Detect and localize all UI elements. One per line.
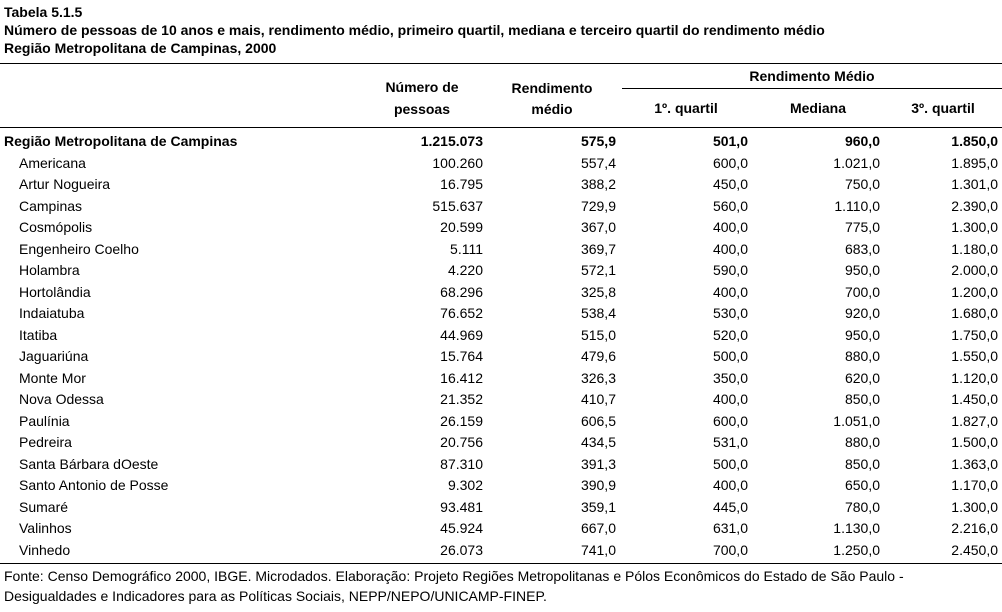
row-rendimento: 572,1 — [580, 262, 616, 278]
row-mediana: 683,0 — [844, 240, 880, 257]
row-q3: 1.895,0 — [951, 154, 998, 171]
row-mediana: 1.021,0 — [833, 154, 880, 171]
row-mediana: 1.110,0 — [834, 197, 880, 214]
row-q3: 1.827,0 — [951, 412, 998, 429]
row-q1: 590,0 — [712, 262, 748, 278]
row-pessoas: 44.969 — [440, 326, 483, 343]
row-name: Nova Odessa — [19, 391, 104, 407]
row-pessoas: 68.296 — [440, 283, 483, 300]
row-q3: 1.680,0 — [951, 305, 998, 321]
row-q3: 1.363,0 — [951, 455, 998, 472]
table-row — [0, 454, 1002, 476]
row-q1: 500,0 — [712, 348, 748, 364]
row-q1: 500,0 — [712, 455, 748, 472]
table-row — [0, 153, 1002, 175]
row-rendimento: 729,9 — [580, 197, 616, 214]
row-q3: 1.301,0 — [951, 176, 998, 192]
row-pessoas: 9.302 — [447, 477, 483, 493]
table-region-year: Região Metropolitana de Campinas, 2000 — [4, 40, 277, 56]
table-row — [0, 260, 1002, 282]
row-q3: 1.170,0 — [951, 477, 998, 493]
row-pessoas: 93.481 — [440, 498, 483, 515]
row-q3: 1.550,0 — [951, 348, 998, 364]
table-row — [0, 368, 1002, 390]
row-q1: 400,0 — [712, 477, 748, 493]
header-pessoas-line2: pessoas — [393, 101, 451, 117]
row-q3: 1.120,0 — [951, 369, 998, 386]
table-description: Número de pessoas de 10 anos e mais, rendimento médio, primeiro quartil, mediana e terceiro quartil do rendimento médio — [4, 22, 825, 38]
header-rule — [0, 127, 1002, 128]
row-q1: 400,0 — [712, 240, 748, 257]
row-q3: 2.450,0 — [951, 541, 998, 558]
row-mediana: 920,0 — [844, 305, 880, 321]
row-mediana: 1.130,0 — [833, 520, 880, 536]
table-number: Tabela 5.1.5 — [4, 4, 83, 20]
row-name: Itatiba — [19, 326, 58, 343]
row-mediana: 850,0 — [844, 391, 880, 407]
row-q1: 531,0 — [712, 434, 748, 450]
table-row — [0, 389, 1002, 411]
row-rendimento: 359,1 — [580, 498, 616, 515]
table-row — [0, 174, 1002, 196]
row-pessoas: 16.795 — [440, 176, 483, 192]
row-rendimento: 369,7 — [580, 240, 616, 257]
row-rendimento: 741,0 — [580, 541, 616, 558]
row-q1: 600,0 — [712, 154, 748, 171]
total-row — [0, 131, 1002, 153]
header-mediana: Mediana — [789, 100, 846, 116]
table-row — [0, 196, 1002, 218]
row-rendimento: 325,8 — [580, 283, 616, 300]
row-q1: 501,0 — [712, 133, 748, 149]
row-rendimento: 388,2 — [580, 176, 616, 192]
row-name: Cosmópolis — [19, 219, 93, 235]
row-mediana: 750,0 — [844, 176, 880, 192]
row-q1: 445,0 — [712, 498, 748, 515]
row-pessoas: 76.652 — [440, 305, 483, 321]
row-q1: 350,0 — [712, 369, 748, 386]
row-pessoas: 26.073 — [440, 541, 483, 558]
header-group-rendimento-medio: Rendimento Médio — [749, 68, 875, 84]
row-mediana: 880,0 — [844, 434, 880, 450]
row-mediana: 620,0 — [844, 369, 880, 386]
row-q3: 1.180,0 — [951, 240, 998, 257]
row-name: Hortolândia — [19, 283, 91, 300]
header-q1: 1º. quartil — [654, 100, 718, 116]
row-q3: 1.200,0 — [951, 283, 998, 300]
row-q1: 530,0 — [712, 305, 748, 321]
row-pessoas: 20.756 — [440, 434, 483, 450]
row-mediana: 950,0 — [844, 326, 880, 343]
row-q1: 450,0 — [712, 176, 748, 192]
row-q1: 700,0 — [712, 541, 748, 558]
row-name: Campinas — [19, 197, 83, 214]
row-q3: 1.750,0 — [951, 326, 998, 343]
row-name: Artur Nogueira — [19, 176, 111, 192]
row-name: Holambra — [19, 262, 80, 278]
row-q3: 2.216,0 — [951, 520, 998, 536]
row-rendimento: 434,5 — [580, 434, 616, 450]
row-rendimento: 326,3 — [580, 369, 616, 386]
row-mediana: 650,0 — [844, 477, 880, 493]
row-name: Pedreira — [19, 434, 72, 450]
row-pessoas: 5.111 — [450, 240, 483, 257]
header-q3: 3º. quartil — [911, 100, 975, 116]
row-q1: 400,0 — [712, 391, 748, 407]
row-pessoas: 1.215.073 — [420, 133, 483, 149]
row-pessoas: 100.260 — [432, 154, 483, 171]
row-pessoas: 45.924 — [440, 520, 483, 536]
row-name: Santo Antonio de Posse — [19, 477, 169, 493]
table-row — [0, 303, 1002, 325]
table-row — [0, 346, 1002, 368]
row-q1: 600,0 — [712, 412, 748, 429]
row-name: Jaguariúna — [19, 348, 89, 364]
row-pessoas: 16.412 — [440, 369, 483, 386]
row-rendimento: 367,0 — [580, 219, 616, 235]
table-row — [0, 518, 1002, 540]
row-q3: 2.390,0 — [951, 197, 998, 214]
row-name: Indaiatuba — [19, 305, 85, 321]
row-name: Valinhos — [19, 520, 72, 536]
row-mediana: 780,0 — [844, 498, 880, 515]
row-q3: 1.300,0 — [951, 498, 998, 515]
row-rendimento: 391,3 — [580, 455, 616, 472]
row-q3: 2.000,0 — [951, 262, 998, 278]
row-name: Americana — [19, 154, 86, 171]
row-rendimento: 479,6 — [580, 348, 616, 364]
row-pessoas: 87.310 — [440, 455, 483, 472]
table-row — [0, 325, 1002, 347]
row-mediana: 850,0 — [844, 455, 880, 472]
row-name: Região Metropolitana de Campinas — [4, 133, 238, 149]
row-q1: 400,0 — [712, 219, 748, 235]
row-rendimento: 575,9 — [580, 133, 616, 149]
row-name: Engenheiro Coelho — [19, 240, 139, 257]
group-rule — [622, 88, 1002, 89]
header-rendimento-line2: médio — [531, 101, 573, 117]
row-rendimento: 410,7 — [580, 391, 616, 407]
row-q1: 560,0 — [712, 197, 748, 214]
header-pessoas-line1: Número de — [385, 79, 459, 95]
row-mediana: 960,0 — [844, 133, 880, 149]
row-q3: 1.850,0 — [951, 133, 998, 149]
row-pessoas: 20.599 — [440, 219, 483, 235]
table-row — [0, 432, 1002, 454]
row-rendimento: 606,5 — [580, 412, 616, 429]
row-pessoas: 4.220 — [447, 262, 483, 278]
row-q1: 400,0 — [712, 283, 748, 300]
header-rendimento-line1: Rendimento — [511, 80, 593, 96]
row-name: Santa Bárbara dOeste — [19, 455, 159, 472]
row-pessoas: 26.159 — [440, 412, 483, 429]
row-rendimento: 667,0 — [580, 520, 616, 536]
row-mediana: 700,0 — [844, 283, 880, 300]
table-row — [0, 411, 1002, 433]
bottom-rule — [0, 563, 1002, 564]
row-mediana: 950,0 — [844, 262, 880, 278]
row-pessoas: 515.637 — [432, 197, 483, 214]
row-pessoas: 15.764 — [440, 348, 483, 364]
row-mediana: 775,0 — [844, 219, 880, 235]
row-q3: 1.450,0 — [951, 391, 998, 407]
table-row — [0, 217, 1002, 239]
top-rule — [0, 63, 1002, 64]
row-rendimento: 538,4 — [580, 305, 616, 321]
table-row — [0, 540, 1002, 562]
source-note: Fonte: Censo Demográfico 2000, IBGE. Microdados. Elaboração: Projeto Regiões Metropolitanas e Pólos Econômicos do Estado de São Paulo - Desigualdades e Indicadores para as Políticas Sociais, NEPP/NEPO/UNICAMP-FINEP. — [4, 568, 904, 604]
row-q1: 631,0 — [712, 520, 748, 536]
row-name: Paulínia — [19, 412, 70, 429]
table-row — [0, 497, 1002, 519]
row-q3: 1.300,0 — [951, 219, 998, 235]
row-pessoas: 21.352 — [440, 391, 483, 407]
table-row — [0, 475, 1002, 497]
row-mediana: 1.250,0 — [833, 541, 880, 558]
row-q3: 1.500,0 — [951, 434, 998, 450]
row-mediana: 1.051,0 — [833, 412, 880, 429]
row-q1: 520,0 — [712, 326, 748, 343]
row-name: Sumaré — [19, 498, 69, 515]
row-rendimento: 390,9 — [580, 477, 616, 493]
row-name: Monte Mor — [19, 369, 86, 386]
row-rendimento: 557,4 — [580, 154, 616, 171]
table-row — [0, 282, 1002, 304]
row-rendimento: 515,0 — [580, 326, 616, 343]
row-mediana: 880,0 — [844, 348, 880, 364]
table-row — [0, 239, 1002, 261]
row-name: Vinhedo — [19, 541, 71, 558]
